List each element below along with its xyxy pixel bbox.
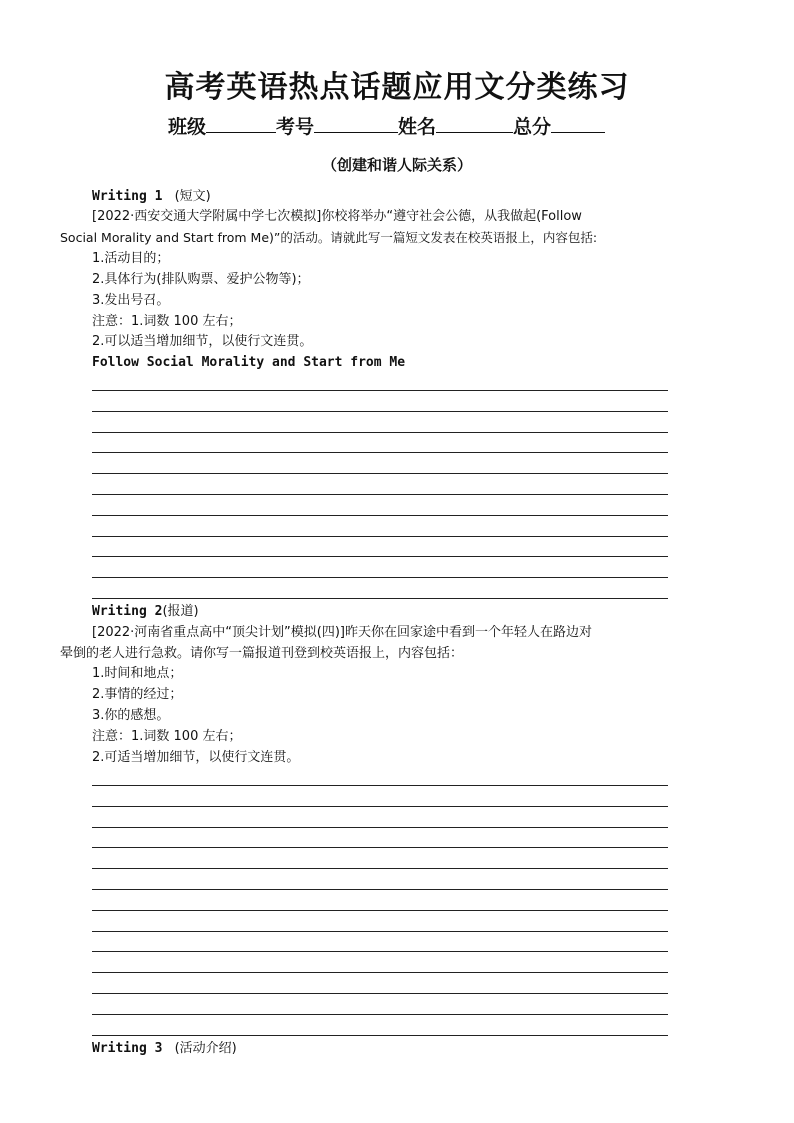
writing1-item-1: 1.活动目的； xyxy=(92,251,170,266)
answer-line[interactable] xyxy=(92,847,668,848)
exam-no-blank[interactable] xyxy=(314,114,398,133)
answer-line[interactable] xyxy=(92,889,668,890)
topic-subtitle: （创建和谐人际关系） xyxy=(321,156,472,174)
answer-line[interactable] xyxy=(92,536,668,537)
answer-line[interactable] xyxy=(92,577,668,578)
writing2-prompt-line2: 晕倒的老人进行急救。请你写一篇报道刊登到校英语报上，内容包括： xyxy=(60,646,464,661)
exam-no-label: 考号 xyxy=(276,116,315,138)
answer-line[interactable] xyxy=(92,598,668,599)
answer-line[interactable] xyxy=(92,556,668,557)
writing2-type: (报道) xyxy=(162,604,199,619)
answer-line[interactable] xyxy=(92,515,668,516)
answer-line[interactable] xyxy=(92,931,668,932)
writing3-header xyxy=(92,1040,237,1058)
answer-line[interactable] xyxy=(92,411,668,412)
answer-line[interactable] xyxy=(92,432,668,433)
answer-line[interactable] xyxy=(92,473,668,474)
answer-line[interactable] xyxy=(92,785,668,786)
writing1-heading: Writing 1 xyxy=(92,189,163,204)
writing1-item-2: 2.具体行为(排队购票、爱护公物等)； xyxy=(92,272,310,287)
answer-line[interactable] xyxy=(92,806,668,807)
writing1-item-3: 3.发出号召。 xyxy=(92,293,170,308)
writing2-note-1: 注意：1.词数 100 左右； xyxy=(92,729,242,744)
name-label: 姓名 xyxy=(398,116,437,138)
writing2-heading: Writing 2 xyxy=(92,604,163,619)
class-blank[interactable] xyxy=(206,114,276,133)
writing1-prompt-line1: [2022·西安交通大学附属中学七次模拟]你校将举办“遵守社会公德，从我做起(Follow xyxy=(92,209,582,224)
writing2-item-1: 1.时间和地点； xyxy=(92,666,183,681)
score-label: 总分 xyxy=(513,116,552,138)
writing2-note-2: 2.可适当增加细节，以使行文连贯。 xyxy=(92,750,300,765)
answer-line[interactable] xyxy=(92,1014,668,1015)
student-info-row xyxy=(168,112,605,139)
answer-line[interactable] xyxy=(92,827,668,828)
writing1-type: (短文) xyxy=(174,189,211,204)
writing3-heading: Writing 3 xyxy=(92,1041,163,1056)
answer-line[interactable] xyxy=(92,390,668,391)
page-title: 高考英语热点话题应用文分类练习 xyxy=(164,70,630,105)
writing1-header xyxy=(92,188,211,206)
writing2-item-3: 3.你的感想。 xyxy=(92,708,170,723)
answer-line[interactable] xyxy=(92,868,668,869)
writing2-prompt-line1: [2022·河南省重点高中“顶尖计划”模拟(四)]昨天你在回家途中看到一个年轻人在路边对 xyxy=(92,625,592,640)
writing1-essay-title: Follow Social Morality and Start from Me xyxy=(92,355,406,370)
answer-line[interactable] xyxy=(92,951,668,952)
name-blank[interactable] xyxy=(436,114,513,133)
answer-line[interactable] xyxy=(92,993,668,994)
writing1-prompt-line2: Social Morality and Start from Me)”的活动。请就此写一篇短文发表在校英语报上，内容包括: xyxy=(60,230,598,245)
writing2-item-2: 2.事情的经过； xyxy=(92,687,183,702)
writing2-header xyxy=(92,603,199,621)
class-label: 班级 xyxy=(168,116,207,138)
answer-line[interactable] xyxy=(92,972,668,973)
writing1-note-1: 注意：1.词数 100 左右； xyxy=(92,314,242,329)
writing3-type: (活动介绍) xyxy=(174,1041,237,1056)
writing1-note-2: 2.可以适当增加细节，以使行文连贯。 xyxy=(92,334,313,349)
answer-line[interactable] xyxy=(92,1035,668,1036)
answer-line[interactable] xyxy=(92,452,668,453)
answer-line[interactable] xyxy=(92,494,668,495)
answer-line[interactable] xyxy=(92,910,668,911)
score-blank[interactable] xyxy=(551,114,605,133)
